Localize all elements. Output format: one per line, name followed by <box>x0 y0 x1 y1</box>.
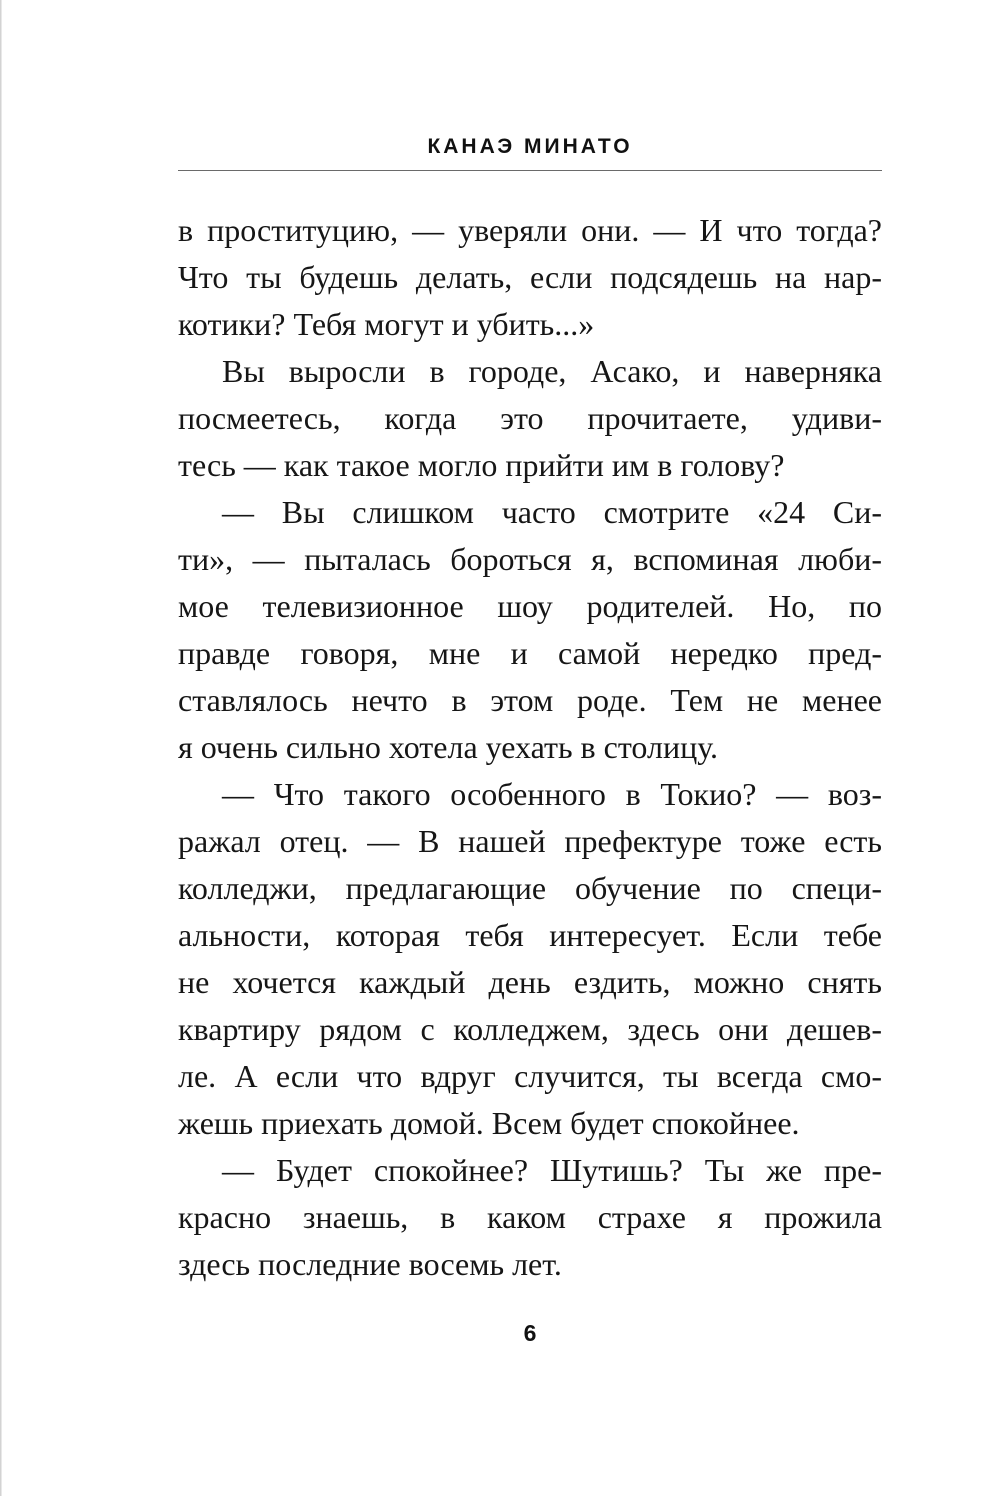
paragraph <box>178 771 882 1147</box>
text-line: Что ты будешь делать, если подсядешь на нар- <box>178 259 882 295</box>
text-line: в проституцию, — уверяли они. — И что тогда? <box>178 212 882 248</box>
text-line: квартиру рядом с колледжем, здесь они дешев- <box>178 1011 882 1047</box>
page-number: 6 <box>523 1320 537 1346</box>
body-text <box>178 207 882 1288</box>
text-line: не хочется каждый день ездить, можно снять <box>178 964 882 1000</box>
paragraph <box>178 489 882 771</box>
text-line: — Что такого особенного в Токио? — воз- <box>222 776 882 812</box>
text-line: здесь последние восемь лет. <box>178 1246 562 1282</box>
text-line: ставлялось нечто в этом роде. Тем не менее <box>178 682 882 718</box>
text-line: я очень сильно хотела уехать в столицу. <box>178 729 718 765</box>
text-line: красно знаешь, в каком страхе я прожила <box>178 1199 882 1235</box>
paragraph <box>178 348 882 489</box>
running-header: КАНАЭ МИНАТО <box>427 135 633 158</box>
text-line: посмеетесь, когда это прочитаете, удиви- <box>178 400 882 436</box>
text-line: ле. А если что вдруг случится, ты всегда смо- <box>178 1058 882 1094</box>
text-line: правде говоря, мне и самой нередко пред- <box>178 635 882 671</box>
scan-edge-shadow <box>0 0 2 1496</box>
text-line: альности, которая тебя интересует. Если тебе <box>178 917 882 953</box>
header-rule <box>178 170 882 171</box>
text-line: ражал отец. — В нашей префектуре тоже есть <box>178 823 882 859</box>
text-line: жешь приехать домой. Всем будет спокойнее. <box>178 1105 800 1141</box>
text-line: тесь — как такое могло прийти им в голову? <box>178 447 785 483</box>
text-line: котики? Тебя могут и убить...» <box>178 306 595 342</box>
text-line: ти», — пыталась бороться я, вспоминая люби- <box>178 541 882 577</box>
text-line: — Вы слишком часто смотрите «24 Си- <box>222 494 882 530</box>
text-line: Вы выросли в городе, Асако, и наверняка <box>222 353 882 389</box>
paragraph <box>178 1147 882 1288</box>
text-line: мое телевизионное шоу родителей. Но, по <box>178 588 882 624</box>
text-line: колледжи, предлагающие обучение по специ- <box>178 870 882 906</box>
paragraph <box>178 207 882 348</box>
text-line: — Будет спокойнее? Шутишь? Ты же пре- <box>222 1152 882 1188</box>
